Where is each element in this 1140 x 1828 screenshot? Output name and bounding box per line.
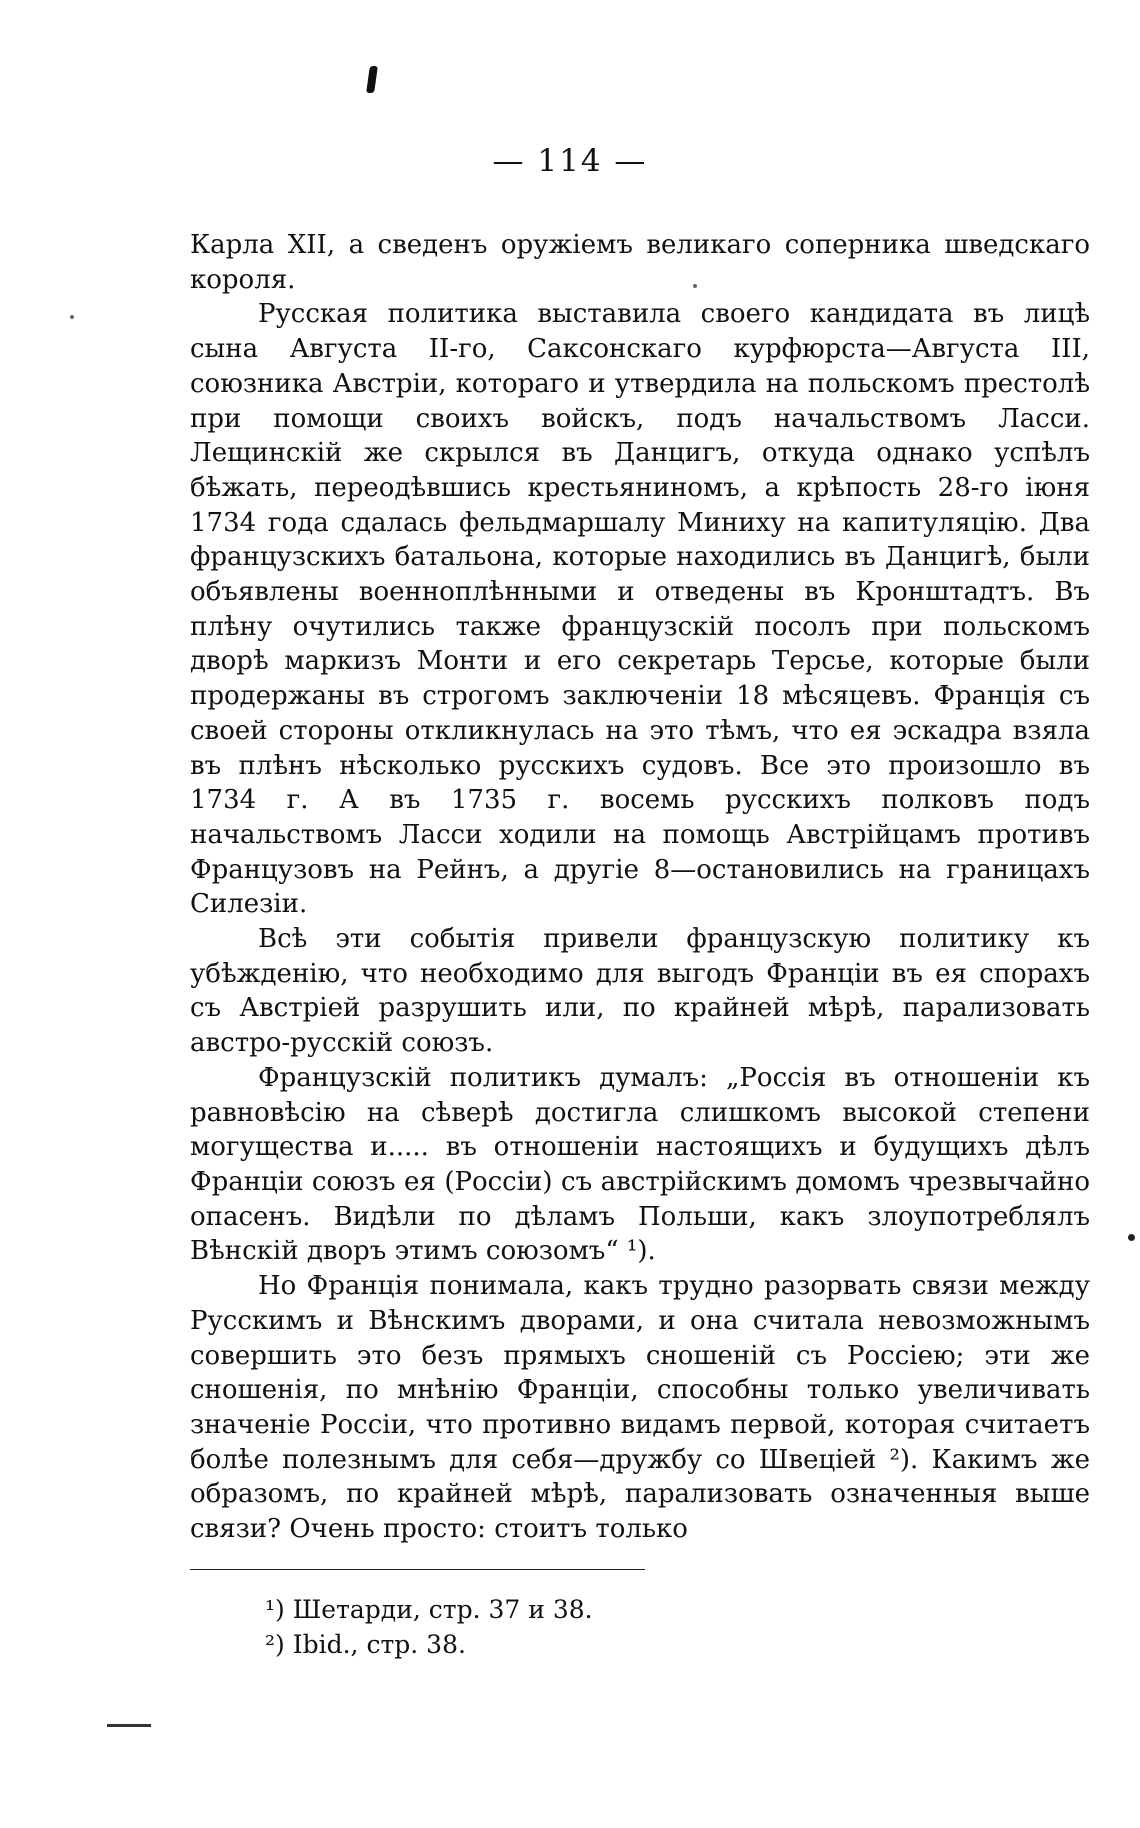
- margin-dot: [1128, 1234, 1135, 1241]
- footnote-text: Ibid., стр. 38.: [292, 1630, 466, 1659]
- paragraph: Французскій политикъ думалъ: „Россія въ отношеніи къ равновѣсію на сѣверѣ достигла слишкомъ высокой степени могущества и..... въ отношеніи настоящихъ и будущихъ дѣлъ Франціи союзъ ея (Россіи) съ австрійскимъ домомъ чрезвычайно опасенъ. Видѣли по дѣламъ Польши, какъ злоупотреблялъ Вѣнскій дворъ этимъ союзомъ“ ¹).: [190, 1062, 1090, 1267]
- paragraph: Всѣ эти событія привели французскую политику къ убѣжденію, что необходимо для выгодъ Франціи въ ея спорахъ съ Австріей разрушить или, по крайней мѣрѣ, парализовать австро-русскій союзъ.: [190, 924, 1090, 1059]
- footnote-marker: ¹): [265, 1595, 285, 1624]
- paragraph: Но Франція понимала, какъ трудно разорвать связи между Русскимъ и Вѣнскимъ дворами, и она считала невозможнымъ совершить это безъ прямыхъ сношеній съ Россіею; эти же сношенія, по мнѣнію Франціи, способны только увеличивать значеніе Россіи, что противно видамъ первой, которая считаетъ болѣе полезнымъ для себя—дружбу со Швеціей ²). Какимъ же образомъ, по крайней мѣрѣ, парализовать означенныя выше связи? Очень просто: стоитъ только: [190, 1271, 1090, 1545]
- paragraph: Карла XII, а сведенъ оружіемъ великаго соперника шведскаго короля.: [190, 230, 1090, 295]
- paragraph: Русская политика выставила своего кандидата въ лицѣ сына Августа II-го, Саксонскаго курфюрста—Августа III, союзника Австріи, котораго и утвердила на польскомъ престолѣ при помощи своихъ войскъ, подъ начальствомъ Ласси. Лещинскій же скрылся въ Данцигъ, откуда однако успѣлъ бѣжать, переодѣвшись крестьяниномъ, а крѣпость 28-го іюня 1734 года сдалась фельдмаршалу Миниху на капитуляцію. Два французскихъ батальона, которые находились въ Данцигѣ, были объявлены военноплѣнными и отведены въ Кронштадтъ. Въ плѣну очутились также французскій посолъ при польскомъ дворѣ маркизъ Монти и его секретарь Терсье, которые были продержаны въ строгомъ заключеніи 18 мѣсяцевъ. Франція съ своей стороны откликнулась на это тѣмъ, что ея эскадра взяла въ плѣнъ нѣсколько русскихъ судовъ. Все это произошло въ 1734 г. А въ 1735 г. восемь русскихъ полковъ подъ начальствомъ Ласси ходили на помощь Австрійцамъ противъ Французовъ на Рейнъ, а другіе 8—остановились на границахъ Силезіи.: [190, 299, 1090, 920]
- footnote-divider: [190, 1569, 645, 1570]
- footnote-text: Шетарди, стр. 37 и 38.: [292, 1595, 593, 1624]
- main-text: [190, 228, 1090, 1547]
- margin-dash: [107, 1724, 151, 1727]
- page-number: — 114 —: [492, 143, 648, 179]
- printed-mark: [366, 66, 378, 93]
- footnote: [265, 1627, 965, 1662]
- footnotes: [265, 1592, 965, 1662]
- footnote: [265, 1592, 965, 1627]
- scan-speck: [70, 315, 74, 319]
- footnote-marker: ²): [265, 1630, 285, 1659]
